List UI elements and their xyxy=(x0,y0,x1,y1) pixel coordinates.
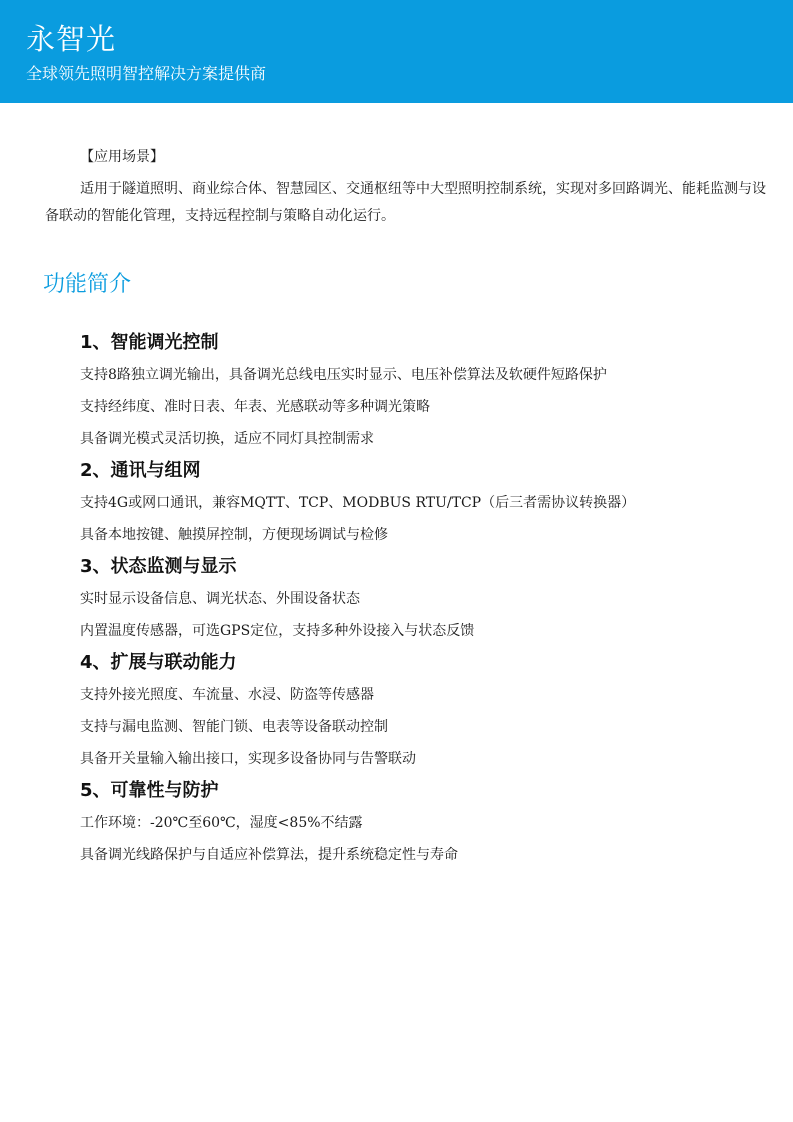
feature-item: 支持4G或网口通讯，兼容MQTT、TCP、MODBUS RTU/TCP（后三者需协议转换器） xyxy=(80,495,636,511)
feature-item: 具备开关量输入输出接口，实现多设备协同与告警联动 xyxy=(80,751,416,767)
feature-item: 实时显示设备信息、调光状态、外围设备状态 xyxy=(80,591,360,607)
page-header xyxy=(0,0,793,103)
brand-name: 永智光 xyxy=(26,22,117,56)
feature-title: 2、通讯与组网 xyxy=(80,460,201,481)
brand-tagline: 全球领先照明智控解决方案提供商 xyxy=(26,64,267,83)
feature-list xyxy=(80,327,770,871)
scene-description: 适用于隧道照明、商业综合体、智慧园区、交通枢纽等中大型照明控制系统，实现对多回路调光、能耗监测与设备联动的智能化管理，支持远程控制与策略自动化运行。 xyxy=(45,181,766,224)
feature-item: 具备调光模式灵活切换，适应不同灯具控制需求 xyxy=(80,431,374,447)
feature-group-monitoring xyxy=(80,551,770,647)
feature-title: 5、可靠性与防护 xyxy=(80,780,219,801)
feature-item: 支持与漏电监测、智能门锁、电表等设备联动控制 xyxy=(80,719,388,735)
feature-item: 工作环境：-20℃至60℃，湿度<85%不结露 xyxy=(80,815,363,831)
feature-item: 内置温度传感器，可选GPS定位，支持多种外设接入与状态反馈 xyxy=(80,623,475,639)
feature-item: 具备本地按键、触摸屏控制，方便现场调试与检修 xyxy=(80,527,388,543)
section-title: 功能简介 xyxy=(43,272,132,297)
feature-item: 支持外接光照度、车流量、水浸、防盗等传感器 xyxy=(80,687,374,703)
feature-group-expansion xyxy=(80,647,770,775)
feature-group-network xyxy=(80,455,770,551)
scene-heading: 【应用场景】 xyxy=(80,149,164,165)
feature-title: 4、扩展与联动能力 xyxy=(80,652,237,673)
feature-title: 3、状态监测与显示 xyxy=(80,556,237,577)
feature-item: 具备调光线路保护与自适应补偿算法，提升系统稳定性与寿命 xyxy=(80,847,458,863)
feature-item: 支持8路独立调光输出，具备调光总线电压实时显示、电压补偿算法及软硬件短路保护 xyxy=(80,367,607,383)
feature-item: 支持经纬度、准时日表、年表、光感联动等多种调光策略 xyxy=(80,399,430,415)
feature-group-reliability xyxy=(80,775,770,871)
feature-title: 1、智能调光控制 xyxy=(80,332,219,353)
feature-group-dimming xyxy=(80,327,770,455)
